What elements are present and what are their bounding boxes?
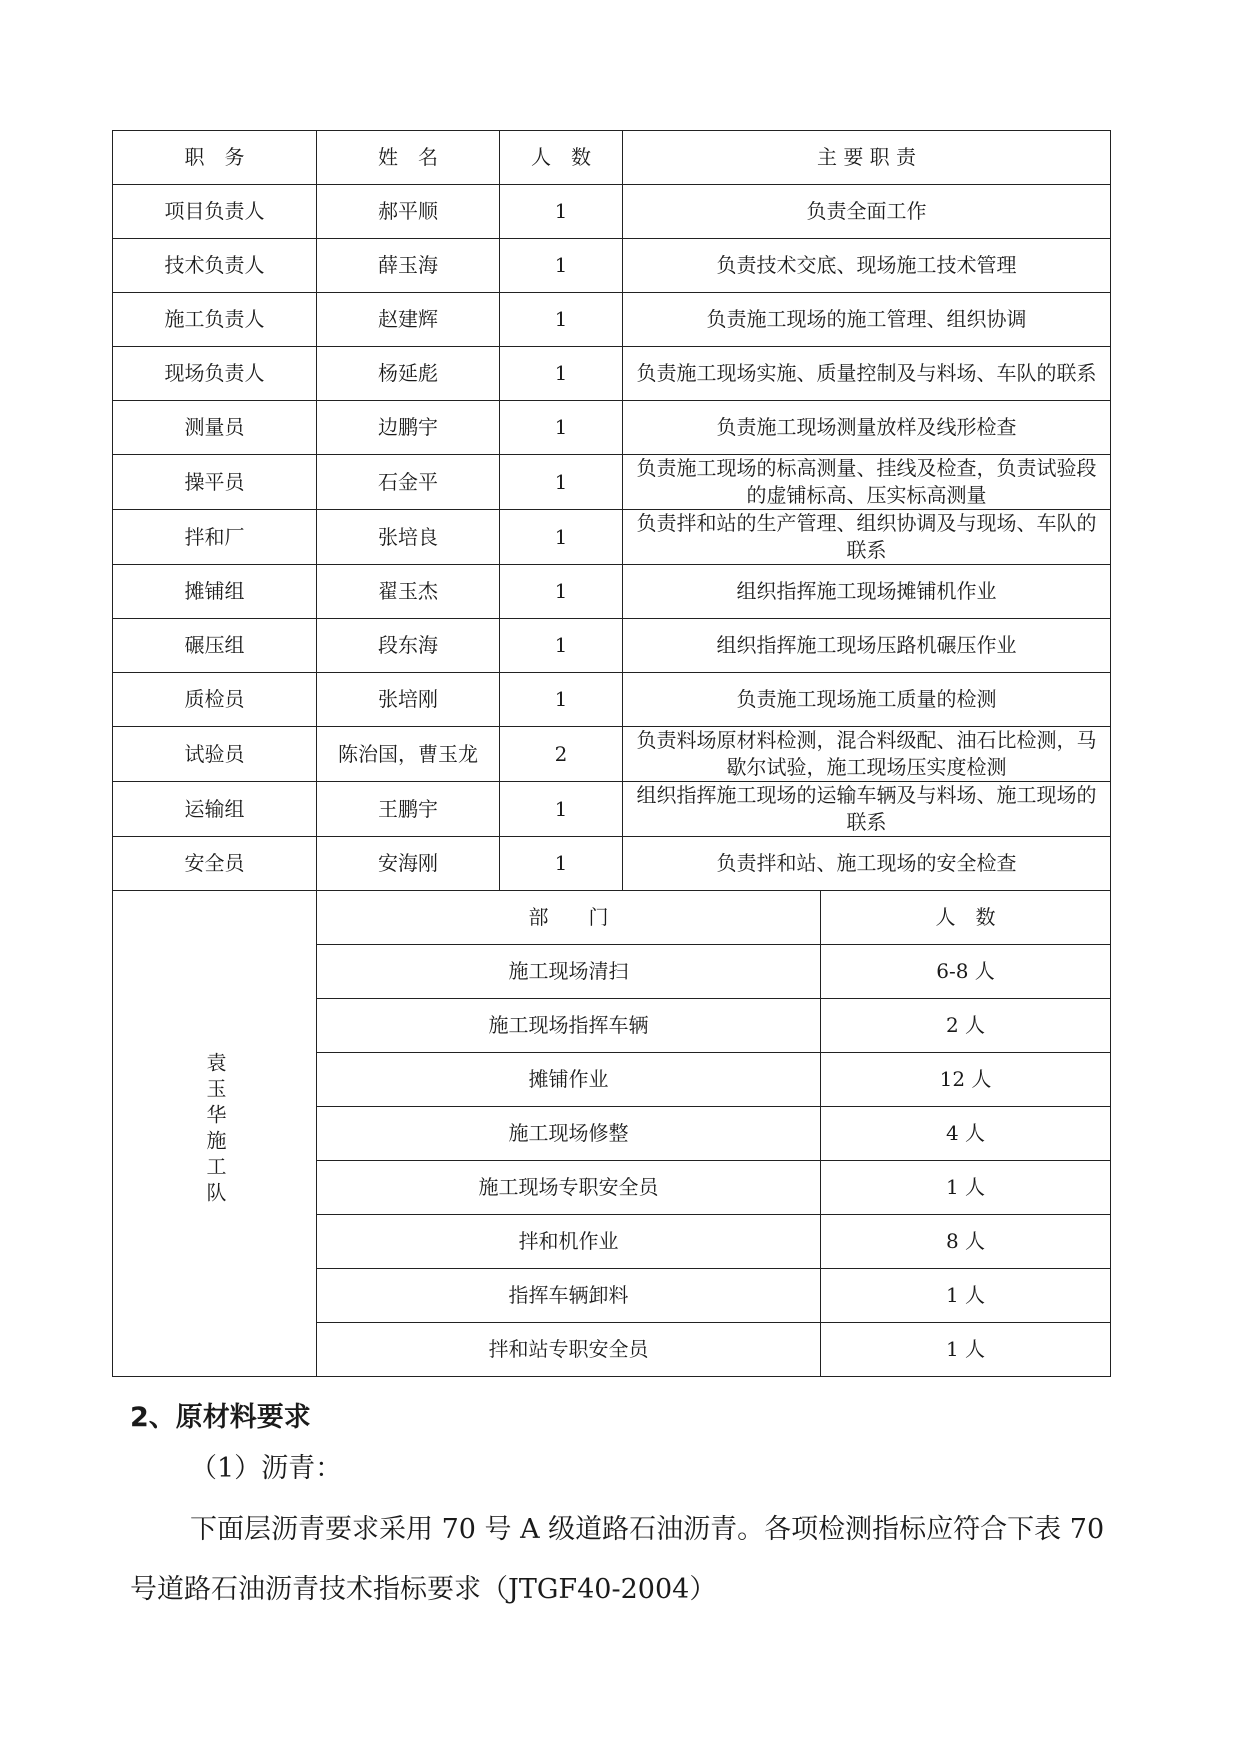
team-cell-dept: 拌和站专职安全员 xyxy=(317,1323,821,1377)
cell-name: 张培刚 xyxy=(317,673,500,727)
cell-position: 测量员 xyxy=(113,401,317,455)
cell-duty: 负责施工现场测量放样及线形检查 xyxy=(623,401,1111,455)
cell-position: 碾压组 xyxy=(113,619,317,673)
cell-count: 1 xyxy=(500,185,623,239)
header-count: 人 数 xyxy=(500,131,623,185)
cell-count: 1 xyxy=(500,619,623,673)
cell-position: 施工负责人 xyxy=(113,293,317,347)
team-header-dept: 部 门 xyxy=(317,891,821,945)
team-name-cell xyxy=(113,891,317,1377)
cell-name: 安海刚 xyxy=(317,837,500,891)
team-cell-dept: 摊铺作业 xyxy=(317,1053,821,1107)
header-position: 职 务 xyxy=(113,131,317,185)
cell-position: 项目负责人 xyxy=(113,185,317,239)
body-paragraph: 下面层沥青要求采用 70 号 A 级道路石油沥青。各项检测指标应符合下表 70 号道路石油沥青技术指标要求（JTGF40-2004） xyxy=(130,1514,1105,1605)
table-row xyxy=(113,510,1111,565)
team-cell-count: 6-8 人 xyxy=(821,945,1111,999)
cell-count: 1 xyxy=(500,401,623,455)
subsection-heading: （1）沥青： xyxy=(190,1453,343,1484)
cell-duty: 负责全面工作 xyxy=(623,185,1111,239)
cell-name: 陈治国，曹玉龙 xyxy=(317,727,500,782)
table-row xyxy=(113,782,1111,837)
table-row xyxy=(113,837,1111,891)
cell-position: 拌和厂 xyxy=(113,510,317,565)
cell-name: 赵建辉 xyxy=(317,293,500,347)
cell-name: 段东海 xyxy=(317,619,500,673)
cell-duty: 负责拌和站的生产管理、组织协调及与现场、车队的联系 xyxy=(623,510,1111,565)
cell-duty: 组织指挥施工现场摊铺机作业 xyxy=(623,565,1111,619)
cell-count: 1 xyxy=(500,837,623,891)
staff-table xyxy=(112,130,1111,1377)
table-row xyxy=(113,185,1111,239)
cell-name: 杨延彪 xyxy=(317,347,500,401)
team-name: 袁玉华施工队 xyxy=(203,1052,227,1208)
cell-duty: 负责技术交底、现场施工技术管理 xyxy=(623,239,1111,293)
cell-position: 摊铺组 xyxy=(113,565,317,619)
section-heading: 2、原材料要求 xyxy=(130,1402,311,1433)
team-cell-count: 2 人 xyxy=(821,999,1111,1053)
team-cell-dept: 指挥车辆卸料 xyxy=(317,1269,821,1323)
cell-duty: 负责施工现场实施、质量控制及与料场、车队的联系 xyxy=(623,347,1111,401)
table-row xyxy=(113,239,1111,293)
cell-count: 1 xyxy=(500,239,623,293)
cell-count: 1 xyxy=(500,510,623,565)
table-header-row xyxy=(113,131,1111,185)
team-cell-count: 1 人 xyxy=(821,1323,1111,1377)
table-row xyxy=(113,727,1111,782)
cell-position: 技术负责人 xyxy=(113,239,317,293)
cell-name: 张培良 xyxy=(317,510,500,565)
table-row xyxy=(113,619,1111,673)
team-cell-dept: 施工现场清扫 xyxy=(317,945,821,999)
cell-name: 边鹏宇 xyxy=(317,401,500,455)
cell-position: 操平员 xyxy=(113,455,317,510)
team-cell-count: 1 人 xyxy=(821,1161,1111,1215)
team-cell-count: 8 人 xyxy=(821,1215,1111,1269)
cell-name: 王鹏宇 xyxy=(317,782,500,837)
team-header-row xyxy=(113,891,1111,945)
cell-position: 试验员 xyxy=(113,727,317,782)
cell-count: 2 xyxy=(500,727,623,782)
cell-duty: 负责施工现场的施工管理、组织协调 xyxy=(623,293,1111,347)
team-cell-count: 4 人 xyxy=(821,1107,1111,1161)
table-row xyxy=(113,455,1111,510)
cell-name: 薛玉海 xyxy=(317,239,500,293)
cell-duty: 组织指挥施工现场压路机碾压作业 xyxy=(623,619,1111,673)
header-duty: 主 要 职 责 xyxy=(623,131,1111,185)
cell-position: 运输组 xyxy=(113,782,317,837)
table-row xyxy=(113,293,1111,347)
cell-position: 安全员 xyxy=(113,837,317,891)
table-row xyxy=(113,347,1111,401)
team-header-count: 人 数 xyxy=(821,891,1111,945)
cell-duty: 组织指挥施工现场的运输车辆及与料场、施工现场的联系 xyxy=(623,782,1111,837)
cell-duty: 负责施工现场的标高测量、挂线及检查，负责试验段的虚铺标高、压实标高测量 xyxy=(623,455,1111,510)
cell-count: 1 xyxy=(500,782,623,837)
table-row xyxy=(113,673,1111,727)
cell-count: 1 xyxy=(500,673,623,727)
team-cell-dept: 施工现场专职安全员 xyxy=(317,1161,821,1215)
team-cell-count: 12 人 xyxy=(821,1053,1111,1107)
table-row xyxy=(113,401,1111,455)
cell-duty: 负责拌和站、施工现场的安全检查 xyxy=(623,837,1111,891)
cell-name: 石金平 xyxy=(317,455,500,510)
cell-count: 1 xyxy=(500,347,623,401)
team-cell-dept: 拌和机作业 xyxy=(317,1215,821,1269)
header-name: 姓 名 xyxy=(317,131,500,185)
team-cell-dept: 施工现场修整 xyxy=(317,1107,821,1161)
cell-count: 1 xyxy=(500,565,623,619)
team-cell-dept: 施工现场指挥车辆 xyxy=(317,999,821,1053)
cell-duty: 负责施工现场施工质量的检测 xyxy=(623,673,1111,727)
cell-count: 1 xyxy=(500,293,623,347)
cell-position: 现场负责人 xyxy=(113,347,317,401)
cell-count: 1 xyxy=(500,455,623,510)
cell-name: 翟玉杰 xyxy=(317,565,500,619)
cell-duty: 负责料场原材料检测，混合料级配、油石比检测，马歇尔试验，施工现场压实度检测 xyxy=(623,727,1111,782)
cell-position: 质检员 xyxy=(113,673,317,727)
cell-name: 郝平顺 xyxy=(317,185,500,239)
team-cell-count: 1 人 xyxy=(821,1269,1111,1323)
table-row xyxy=(113,565,1111,619)
